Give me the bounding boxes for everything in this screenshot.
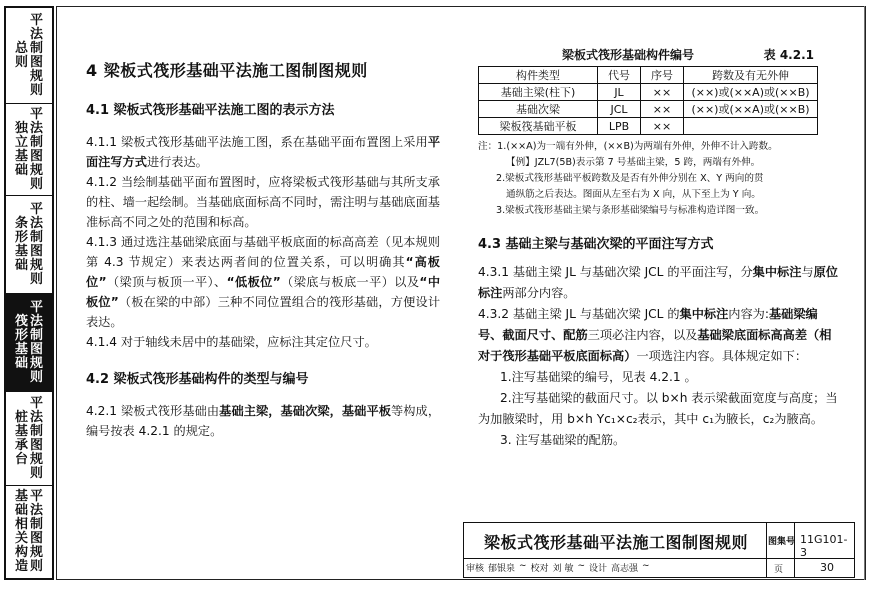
tab-char: 础 (14, 355, 28, 371)
tab-char: 承 (14, 437, 28, 453)
table-row (479, 101, 818, 118)
tab-char: 相 (14, 517, 28, 532)
table-cell: LPB (598, 118, 641, 135)
signature-row (466, 561, 650, 574)
tab-char: 法 (30, 26, 44, 42)
para-4-1-1: 4.1.1 梁板式筏形基础平法施工图，系在基础平面布置图上采用平面注写方式进行表达。 (86, 135, 440, 169)
note-line: 注：1.(××A)为一端有外伸，(××B)为两端有外伸，外伸不计入跨数。 (478, 141, 778, 152)
table-header-cell: 跨数及有无外伸 (684, 67, 818, 84)
tab-char: 图 (30, 437, 44, 453)
note-line: 【例】JZL7(5B)表示第 7 号基础主梁，5 跨，两端有外伸。 (506, 157, 761, 168)
rule-item-1: 1.注写基础梁的编号，见表 4.2.1 。 (500, 370, 697, 384)
tab-char: 形 (14, 327, 28, 343)
para-4-2-1: 4.2.1 梁板式筏形基础由基础主梁，基础次梁，基础平板等构成，编号按表 4.2.1 的规定。 (86, 404, 441, 438)
para-4-3-1: 4.3.1 基础主梁 JL 与基础次梁 JCL 的平面注写，分集中标注与原位标注两部分内容。 (478, 265, 838, 300)
tab-char: 制 (30, 229, 44, 245)
tab-char: 平 (30, 106, 44, 122)
tab-text-col2 (15, 42, 28, 70)
tab-char: 平 (30, 299, 44, 315)
tab-char: 则 (30, 559, 44, 574)
section-4-2-heading: 4.2 梁板式筏形基础构件的类型与编号 (86, 372, 309, 387)
tab-char: 基 (14, 243, 28, 259)
tab-text-col1 (30, 203, 43, 287)
tab-char: 图 (30, 341, 44, 357)
table-cell: 基础主梁(柱下) (479, 84, 598, 101)
tab-char: 则 (14, 54, 28, 70)
tab-char: 图 (30, 148, 44, 164)
tab-char: 法 (30, 409, 44, 425)
table-cell: 基础次梁 (479, 101, 598, 118)
tab-text-col2 (15, 217, 28, 273)
tab-text-col2 (15, 122, 28, 178)
tab-char: 规 (30, 545, 44, 560)
tab-text-col1 (30, 14, 43, 98)
table-number: 表 4.2.1 (763, 48, 814, 62)
tab-char: 基 (14, 148, 28, 164)
tab-text-col1 (30, 397, 43, 481)
sidebar-tab-general[interactable] (6, 8, 52, 104)
divider (766, 523, 767, 577)
tab-char: 图 (30, 243, 44, 259)
check-label: 校对 (530, 564, 549, 574)
tab-char: 基 (14, 423, 28, 439)
tab-char: 制 (30, 517, 44, 532)
tab-text-col1 (30, 490, 43, 574)
tab-text-col1 (30, 108, 43, 192)
table-cell: ×× (641, 101, 684, 118)
rule-item-2: 2.注写基础梁的截面尺寸。以 b×h 表示梁截面宽度与高度；当为加腋梁时，用 b×h Yc₁×c₂表示，其中 c₁为腋长，c₂为腋高。 (478, 391, 838, 426)
reviewer-name: 郁银泉 (488, 564, 516, 574)
table-cell: (××)或(××A)或(××B) (684, 84, 818, 101)
tab-char: 制 (30, 423, 44, 439)
table-cell: 梁板筏基础平板 (479, 118, 598, 135)
divider (794, 523, 795, 577)
title-block (463, 522, 855, 578)
chapter-sidebar (4, 6, 54, 580)
tab-char: 桩 (14, 409, 28, 425)
table-notes (478, 139, 840, 219)
reviewer-signature: ~ (519, 561, 527, 571)
review-label: 审核 (466, 564, 485, 574)
tab-char: 台 (14, 451, 28, 467)
para-4-3-2: 4.3.2 基础主梁 JL 与基础次梁 JCL 的集中标注内容为:基础梁编号、截面尺寸、配筋三项必注内容，以及基础梁底面标高高差（相对于筏形基础平板底面标高）一项选注内容。具体规定如下： (478, 307, 832, 363)
table-cell: ×× (641, 118, 684, 135)
tab-char: 制 (30, 134, 44, 150)
tab-text-col1 (30, 301, 43, 385)
checker-signature: ~ (577, 561, 586, 571)
tab-char: 造 (14, 559, 28, 574)
tab-char: 规 (30, 451, 44, 467)
tab-char: 础 (14, 503, 28, 518)
designer-name: 高志强 (611, 564, 639, 574)
table-cell: ×× (641, 84, 684, 101)
tab-char: 规 (30, 68, 44, 84)
tab-char: 图 (30, 531, 44, 546)
page-label: 页 (774, 565, 784, 575)
table-caption (478, 46, 840, 62)
tab-char: 制 (30, 40, 44, 56)
tab-char: 形 (14, 229, 28, 245)
tab-char: 法 (30, 215, 44, 231)
atlas-number: 11G101-3 (800, 533, 848, 559)
table-title: 梁板式筏形基础构件编号 (562, 48, 695, 62)
designer-signature: ~ (642, 561, 650, 571)
tab-char: 法 (30, 313, 44, 329)
tab-char: 则 (30, 465, 44, 481)
tab-char: 平 (30, 395, 44, 411)
sidebar-tab-related-details[interactable] (6, 486, 52, 578)
drawing-title: 梁板式筏形基础平法施工图制图规则 (483, 532, 748, 552)
tab-char: 基 (14, 341, 28, 357)
tab-char: 法 (30, 503, 44, 518)
component-code-table (478, 66, 818, 135)
para-4-1-3: 4.1.3 通过选注基础梁底面与基础平板底面的标高高差（见本规则第 4.3 节规定）来表达两者间的位置关系，可以明确其“高板位”（梁顶与板顶一平）、“低板位”（梁底与板底一平）以及“中板位”（板在梁的中部）三种不同位置组合的筏形基础，方便设计表达。 (86, 235, 441, 329)
tab-text-col2 (15, 411, 28, 467)
tab-text-col2 (15, 315, 28, 371)
tab-char: 则 (30, 176, 44, 192)
tab-char: 总 (14, 40, 28, 56)
section-4-3-heading: 4.3 基础主梁与基础次梁的平面注写方式 (478, 237, 714, 252)
tab-char: 规 (30, 162, 44, 178)
note-line: 3.梁板式筏形基础主梁与条形基础梁编号与标准构造详图一致。 (496, 205, 765, 216)
tab-text-col2 (15, 490, 28, 574)
sidebar-tab-isolated-footing[interactable] (6, 104, 52, 196)
table-cell: JL (598, 84, 641, 101)
tab-char: 制 (30, 327, 44, 343)
checker-name: 刘 敏 (552, 564, 574, 574)
para-4-1-4: 4.1.4 对于轴线未居中的基础梁，应标注其定位尺寸。 (86, 335, 377, 349)
table-cell: JCL (598, 101, 641, 118)
sidebar-tab-strip-footing[interactable] (6, 196, 52, 294)
sidebar-tab-raft-foundation[interactable] (6, 294, 52, 392)
note-line: 2.梁板式筏形基础平板跨数及是否有外伸分别在 X、Y 两向的贯 (496, 173, 764, 184)
tab-char: 筏 (14, 313, 28, 329)
note-line: 通纵筋之后表达。图面从左至右为 X 向，从下至上为 Y 向。 (506, 189, 761, 200)
table-cell (684, 118, 818, 135)
design-label: 设计 (589, 564, 608, 574)
table-row (479, 84, 818, 101)
para-4-1-2: 4.1.2 当绘制基础平面布置图时，应将梁板式筏形基础与其所支承的柱、墙一起绘制。当基础底面标高不同时，需注明与基础底面基准标高不同之处的范围和标高。 (86, 175, 440, 229)
tab-char: 基 (14, 489, 28, 504)
rule-item-3: 3. 注写基础梁的配筋。 (500, 433, 626, 447)
tab-char: 规 (30, 257, 44, 273)
page-number: 30 (820, 561, 834, 574)
tab-char: 独 (14, 120, 28, 136)
tab-char: 法 (30, 120, 44, 136)
table-cell: (××)或(××A)或(××B) (684, 101, 818, 118)
tab-char: 构 (14, 545, 28, 560)
table-header-row (479, 67, 818, 84)
table-header-cell: 构件类型 (479, 67, 598, 84)
tab-char: 则 (30, 82, 44, 98)
tab-char: 立 (14, 134, 28, 150)
tab-char: 则 (30, 271, 44, 287)
chapter-title: 4 梁板式筏形基础平法施工图制图规则 (86, 61, 368, 80)
left-column (86, 58, 440, 441)
tab-char: 条 (14, 215, 28, 231)
right-column (478, 46, 840, 451)
sidebar-tab-pile-cap[interactable] (6, 392, 52, 486)
binding-edge (864, 6, 875, 580)
table-header-cell: 代号 (598, 67, 641, 84)
tab-char: 础 (14, 162, 28, 178)
section-4-1-heading: 4.1 梁板式筏形基础平法施工图的表示方法 (86, 103, 335, 118)
atlas-label: 图集号 (768, 537, 796, 547)
tab-char: 关 (14, 531, 28, 546)
divider (464, 558, 854, 559)
tab-char: 则 (30, 369, 44, 385)
tab-char: 平 (30, 201, 44, 217)
tab-char: 规 (30, 355, 44, 371)
table-row (479, 118, 818, 135)
tab-char: 础 (14, 257, 28, 273)
tab-char: 图 (30, 54, 44, 70)
tab-char: 平 (30, 12, 44, 28)
table-header-cell: 序号 (641, 67, 684, 84)
tab-char: 平 (30, 489, 44, 504)
